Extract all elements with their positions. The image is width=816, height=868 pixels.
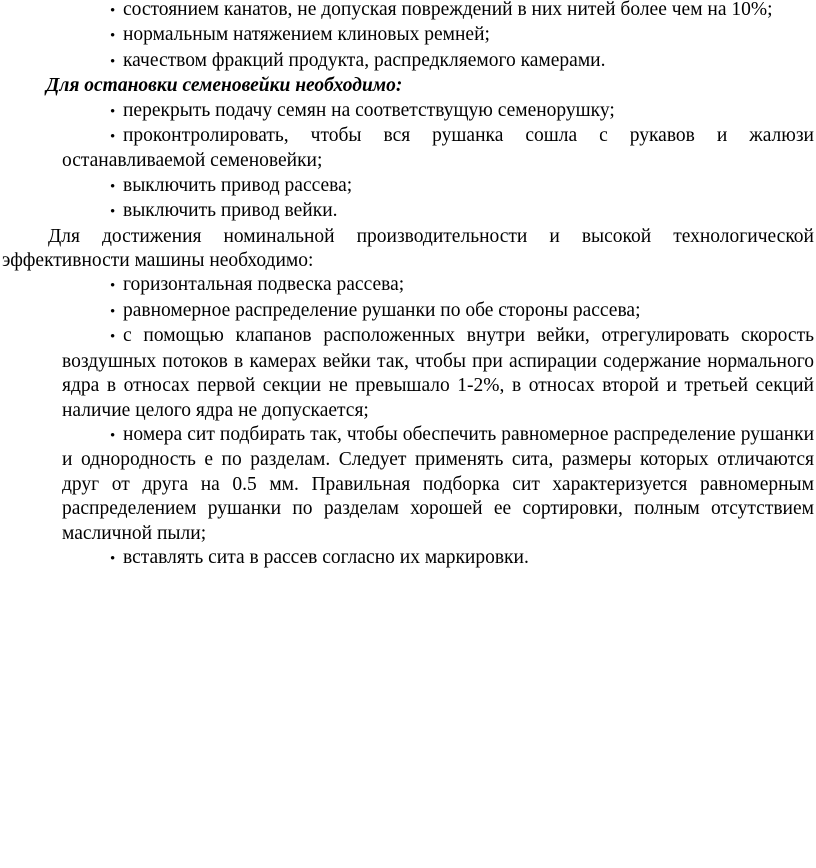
list-item	[0, 99, 816, 124]
section-heading: Для остановки семеновейки необходимо:	[46, 75, 403, 97]
list-item-text: нормальным натяжением клиновых ремней;	[123, 24, 490, 46]
list-item	[0, 423, 816, 546]
list-item	[0, 546, 816, 571]
bullet-icon: •	[110, 204, 116, 221]
list-item	[0, 0, 816, 23]
list-item	[0, 174, 816, 199]
list-item	[0, 199, 816, 224]
body-paragraph: Для достижения номинальной производительности и высокой технологической эффективности машины необходимо:	[2, 225, 814, 272]
list-item	[0, 124, 816, 174]
list-item	[0, 49, 816, 74]
list-item-text: выключить привод рассева;	[123, 174, 353, 196]
bullet-icon: •	[110, 278, 116, 295]
bullet-icon: •	[110, 28, 116, 45]
list-item-text: равномерное распределение рушанки по обе стороны рассева;	[123, 299, 641, 321]
bullet-icon: •	[110, 103, 116, 120]
list-item-text: качеством фракций продукта, распредкляемого камерами.	[123, 49, 606, 71]
bullet-icon: •	[110, 53, 116, 70]
list-item-text: номера сит подбирать так, чтобы обеспечить равномерное распределение рушанки и однородность е по разделам. Следует применять сита, размеры которых отличаются друг от друга на 0.5 мм. Правильная подборка сит характеризуется равномерным распределением рушанки по разделам хорошей ее сортировки, полным отсутствием масличной пыли;	[62, 423, 814, 544]
bullet-icon: •	[110, 427, 116, 444]
bullet-icon: •	[110, 178, 116, 195]
bullet-icon: •	[110, 550, 116, 567]
list-item	[0, 324, 816, 423]
bullet-icon: •	[110, 303, 116, 320]
bullet-icon: •	[110, 129, 116, 146]
list-item	[0, 299, 816, 324]
bullet-icon: •	[110, 329, 116, 346]
list-item-text: выключить привод вейки.	[123, 200, 338, 222]
list-item-text: состоянием канатов, не допуская повреждений в них нитей более чем на 10%;	[123, 0, 773, 20]
list-item-text: вставлять сита в рассев согласно их маркировки.	[123, 546, 529, 568]
list-item	[0, 273, 816, 298]
list-item-text: с помощью клапанов расположенных внутри вейки, отрегулировать скорость воздушных потоков в камерах вейки так, чтобы при аспирации содержание нормального ядра в относах первой секции не превышало 1-2%, в относах второй и третьей секций наличие целого ядра не допускается;	[62, 325, 814, 421]
list-item	[0, 23, 816, 48]
list-item-text: проконтролировать, чтобы вся рушанка сошла с рукавов и жалюзи останавливаемой семеновейки;	[62, 125, 814, 172]
list-item-text: горизонтальная подвеска рассева;	[123, 274, 405, 296]
list-item-text: перекрыть подачу семян на соответствущую семенорушку;	[123, 99, 615, 121]
bullet-icon: •	[110, 3, 116, 19]
